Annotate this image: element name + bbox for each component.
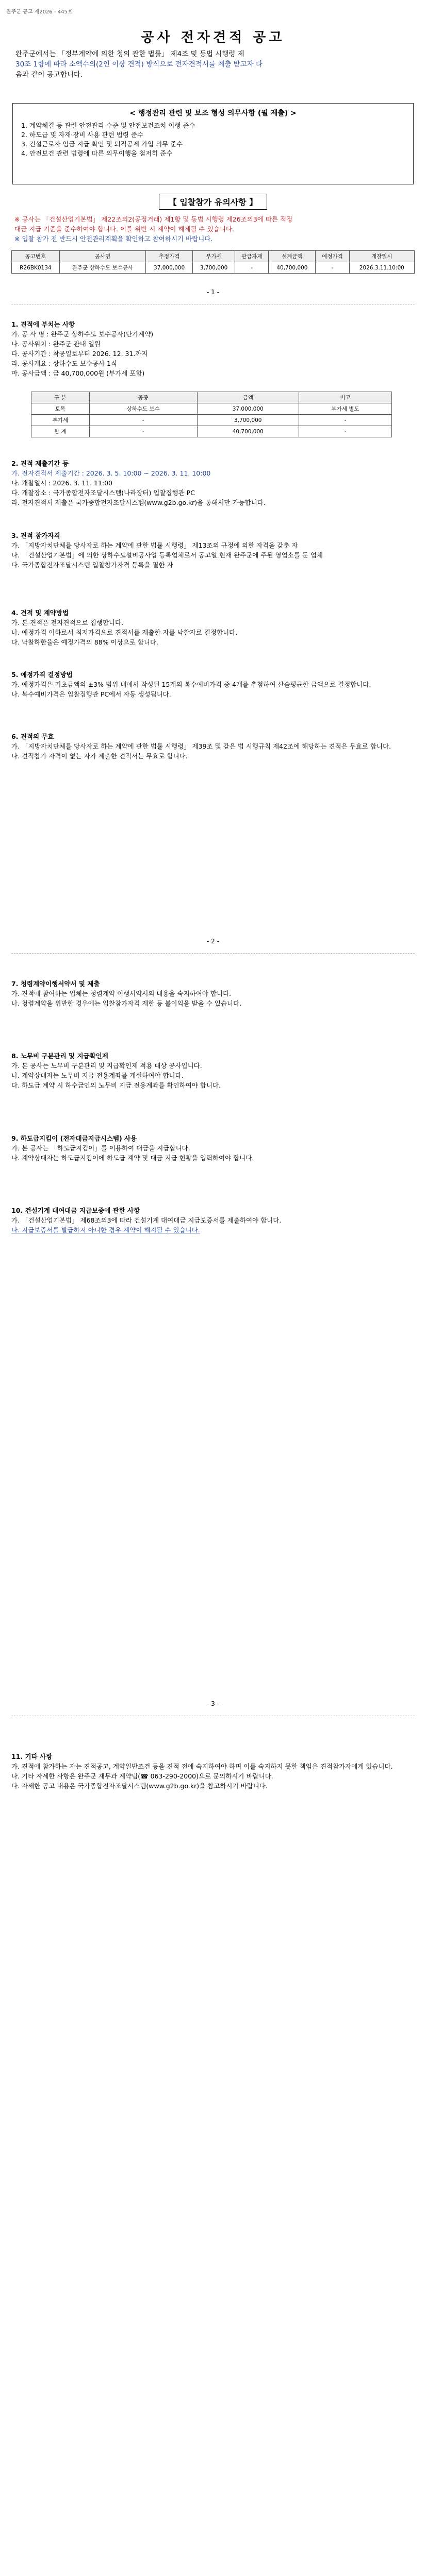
- table-header-cell: 예정가격: [316, 251, 349, 262]
- section-6: [11, 732, 415, 761]
- detail-table: [31, 392, 392, 437]
- notice-line: 2. 하도급 및 자재·장비 사용 관련 법령 준수: [21, 131, 143, 139]
- section-item: 가. 예정가격은 기초금액의 ±3% 범위 내에서 작성된 15개의 복수예비가격 중 4개를 추첨하여 산술평균한 금액으로 결정합니다.: [11, 681, 371, 688]
- section-11: [11, 1752, 415, 1791]
- table-cell: 37,000,000: [197, 403, 299, 415]
- section-item: 나. 공사위치 : 완주군 관내 일원: [11, 340, 101, 348]
- section-item: 가. 「지방자치단체를 당사자로 하는 계약에 관한 법률 시행령」 제39조 및 같은 법 시행규칙 제42조에 해당하는 견적은 무효로 합니다.: [11, 742, 391, 750]
- notice-box: [12, 103, 414, 184]
- section-item: 다. 자세한 공고 내용은 국가종합전자조달시스템(www.g2b.go.kr)을 참고하시기 바랍니다.: [11, 1782, 268, 1790]
- section-item: 나. 「건설산업기본법」에 의한 상하수도설비공사업 등록업체로서 공고일 현재 완주군에 주된 영업소를 둔 업체: [11, 551, 323, 559]
- section-item: 가. 견적에 참여하는 업체는 청렴계약 이행서약서의 내용을 숙지하여야 합니다.: [11, 990, 232, 997]
- section-item: 가. 본 공사는 「하도급지킴이」를 이용하여 대금을 지급합니다.: [11, 1144, 190, 1152]
- table-cell: -: [299, 415, 391, 426]
- section-item: 가. 「건설산업기본법」 제68조의3에 따라 건설기계 대여대금 지급보증서를 제출하여야 합니다.: [11, 1216, 282, 1224]
- table-header-cell: 공종: [89, 392, 197, 403]
- section-item: 가. 본 공사는 노무비 구분관리 및 지급확인제 적용 대상 공사입니다.: [11, 1062, 202, 1070]
- table-cell: 토목: [31, 403, 90, 415]
- intro-text: [15, 49, 411, 80]
- section-title: 11. 기타 사항: [11, 1753, 53, 1760]
- section-7: [11, 979, 415, 1008]
- table-header-cell: 구 분: [31, 392, 90, 403]
- table-header-row: [31, 392, 392, 403]
- notice-line: 3. 건설근로자 임금 지급 확인 및 퇴직공제 가입 의무 준수: [21, 140, 183, 148]
- section-title: 2. 견적 제출기간 등: [11, 460, 69, 467]
- table-cell: -: [89, 415, 197, 426]
- table-cell: 40,700,000: [197, 426, 299, 437]
- table-header-row: [12, 251, 415, 262]
- section-item: 마. 공사금액 : 금 40,700,000원 (부가세 포함): [11, 369, 145, 377]
- section-title: 7. 청렴계약이행서약서 및 제출: [11, 980, 100, 988]
- table-cell: 40,700,000: [269, 262, 316, 274]
- notice-section-header: [0, 194, 426, 210]
- section-title: 5. 예정가격 결정방법: [11, 671, 73, 679]
- table-row: [12, 262, 415, 274]
- table-row: [31, 403, 392, 415]
- table-cell: 부가세: [31, 415, 90, 426]
- page-divider: [11, 953, 415, 954]
- table-cell: 37,000,000: [146, 262, 193, 274]
- section-8: [11, 1051, 415, 1090]
- table-header-cell: 공고번호: [12, 251, 60, 262]
- section-item: 나. 견적참가 자격이 없는 자가 제출한 견적서는 무효로 합니다.: [11, 752, 188, 760]
- table-cell: 완주군 상하수도 보수공사: [59, 262, 145, 274]
- section-item: 나. 계약상대자는 하도급지킴이에 하도급 계약 및 대금 지급 현황을 입력하여야 합니다.: [11, 1154, 254, 1162]
- section-item: 다. 개찰장소 : 국가종합전자조달시스템(나라장터) 입찰집행관 PC: [11, 489, 195, 497]
- section-item: 나. 계약상대자는 노무비 지급 전용계좌를 개설하여야 합니다.: [11, 1072, 184, 1079]
- table-cell: -: [316, 262, 349, 274]
- table-cell: -: [89, 426, 197, 437]
- page-number: - 3 -: [207, 1700, 219, 1707]
- summary-table: [11, 250, 415, 274]
- section-item: 가. 전자견적서 제출기간 : 2026. 3. 5. 10:00 ~ 2026. 3. 11. 10:00: [11, 469, 211, 477]
- notice-line: 1. 계약체결 등 관련 안전관리 수준 및 안전보건조치 이행 준수: [21, 122, 195, 129]
- page-number: - 2 -: [207, 938, 219, 945]
- section-item: 가. 「지방자치단체를 당사자로 하는 계약에 관한 법률 시행령」 제13조의 규정에 의한 자격을 갖춘 자: [11, 541, 298, 549]
- section-2: [11, 459, 415, 507]
- document-title: 공사 전자견적 공고: [141, 30, 285, 45]
- section-5: [11, 670, 415, 699]
- table-header-cell: 금액: [197, 392, 299, 403]
- notice-section-title: 【 입찰참가 유의사항 】: [159, 194, 267, 210]
- section-item: 라. 공사개요 : 상하수도 보수공사 1식: [11, 360, 118, 367]
- table-header-cell: 개찰일시: [349, 251, 414, 262]
- section-item: 가. 본 견적은 전자견적으로 집행합니다.: [11, 619, 124, 626]
- table-header-cell: 부가세: [193, 251, 235, 262]
- notice-line: 4. 안전보건 관련 법령에 따른 의무이행을 철저히 준수: [21, 149, 173, 157]
- section-item: 다. 하도급 계약 시 하수급인의 노무비 지급 전용계좌를 확인하여야 합니다.: [11, 1081, 221, 1089]
- page-number: - 1 -: [207, 289, 219, 296]
- section-item: 나. 지급보증서를 발급하지 아니한 경우 계약이 해지될 수 있습니다.: [11, 1226, 200, 1234]
- section-3: [11, 531, 415, 570]
- section-item: 가. 공 사 명 : 완주군 상하수도 보수공사(단가계약): [11, 330, 154, 338]
- section-title: 8. 노무비 구분관리 및 지급확인제: [11, 1052, 108, 1060]
- table-cell: -: [235, 262, 269, 274]
- table-header-cell: 관급자재: [235, 251, 269, 262]
- table-header-cell: 공사명: [59, 251, 145, 262]
- table-cell: R26BK0134: [12, 262, 60, 274]
- section-item: 나. 기타 자세한 사항은 완주군 재무과 계약팀(☎ 063-290-2000)으로 문의하시기 바랍니다.: [11, 1772, 273, 1780]
- section-title: 3. 견적 참가자격: [11, 532, 60, 539]
- section-item: 다. 공사기간 : 착공일로부터 2026. 12. 31.까지: [11, 350, 148, 358]
- section-title: 10. 건설기계 대여대금 지급보증에 관한 사항: [11, 1207, 140, 1214]
- table-cell: -: [299, 426, 391, 437]
- section-item: 나. 예정가격 이하로서 최저가격으로 견적서를 제출한 자를 낙찰자로 결정합니다.: [11, 629, 238, 636]
- table-cell: 2026.3.11.10:00: [349, 262, 414, 274]
- table-cell: 부가세 별도: [299, 403, 391, 415]
- table-cell: 3,700,000: [197, 415, 299, 426]
- table-header-cell: 추정가격: [146, 251, 193, 262]
- table-cell: 상하수도 보수: [89, 403, 197, 415]
- section-item: 나. 청렴계약을 위반한 경우에는 입찰참가자격 제한 등 불이익을 받을 수 있습니다.: [11, 999, 242, 1007]
- section-4: [11, 608, 415, 647]
- section-item: 가. 견적에 참가하는 자는 견적공고, 계약일반조건 등을 견적 전에 숙지하여야 하며 이를 숙지하지 못한 책임은 견적참가자에게 있습니다.: [11, 1762, 393, 1770]
- notice-box-title: < 행정관리 관련 및 보조 형성 의무사항 (필 제출) >: [129, 109, 297, 117]
- section-title: 4. 견적 및 계약방법: [11, 609, 69, 617]
- section-item: 라. 전자견적서 제출은 국가종합전자조달시스템(www.g2b.go.kr)을 통해서만 가능합니다.: [11, 499, 266, 506]
- intro-line: 30조 1항에 따라 소액수의(2인 이상 견적) 방식으로 전자견적서를 제출 받고자 다: [15, 60, 263, 69]
- section-item: 나. 개찰일시 : 2026. 3. 11. 11:00: [11, 479, 113, 487]
- warning-line: ※ 입찰 참가 전 반드시 안전관리계획을 확인하고 참여하시기 바랍니다.: [14, 235, 213, 243]
- section-item: 다. 국가종합전자조달시스템 입찰참가자격 등록을 필한 자: [11, 561, 173, 569]
- section-title: 1. 견적에 부치는 사항: [11, 320, 75, 328]
- table-cell: 3,700,000: [193, 262, 235, 274]
- table-row: [31, 415, 392, 426]
- section-title: 6. 견적의 무효: [11, 733, 54, 740]
- section-title: 9. 하도급지킴이 (전자대금지급시스템) 사용: [11, 1134, 137, 1142]
- document-reference: 완주군 공고 제2026 - 445호: [6, 9, 73, 15]
- section-1: [11, 319, 415, 378]
- section-item: 나. 복수예비가격은 입찰집행관 PC에서 자동 생성됩니다.: [11, 690, 171, 698]
- intro-line: 음과 같이 공고합니다.: [15, 71, 83, 79]
- table-header-cell: 설계금액: [269, 251, 316, 262]
- section-10: [11, 1206, 415, 1235]
- table-header-cell: 비고: [299, 392, 391, 403]
- warning-block: [14, 214, 412, 244]
- warning-line: 대금 지급 기준을 준수하여야 합니다. 이를 위반 시 계약이 해제될 수 있습니다.: [14, 225, 234, 233]
- table-cell: 합 계: [31, 426, 90, 437]
- intro-line: 완주군에서는 「정부계약에 의한 청의 관한 법률」 제4조 및 동법 시행령 제: [15, 50, 244, 58]
- warning-line: ※ 공사는 「건설산업기본법」 제22조의2(공정거래) 제1항 및 동법 시행령 제26조의3에 따른 적정: [14, 215, 293, 223]
- section-9: [11, 1133, 415, 1163]
- section-item: 다. 낙찰하한율은 예정가격의 88% 이상으로 합니다.: [11, 638, 159, 646]
- table-row: [31, 426, 392, 437]
